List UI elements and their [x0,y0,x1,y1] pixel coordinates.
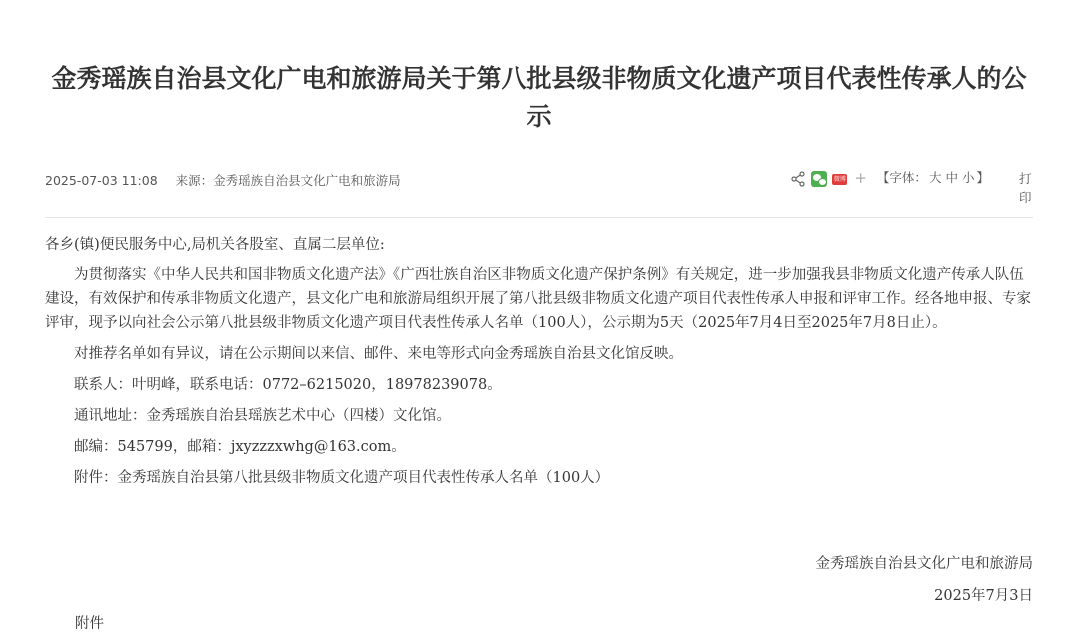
more-share-icon[interactable]: + [854,169,867,187]
article-meta [45,171,401,189]
signature-date: 2025年7月3日 [934,588,1033,604]
font-size-control [877,169,989,187]
font-size-close: 】 [976,170,989,185]
article-body [45,233,1033,490]
body-paragraph: 对推荐名单如有异议，请在公示期间以来信、邮件、来电等形式向金秀瑶族自治县文化馆反映。 [74,346,683,362]
share-icon[interactable] [791,171,805,187]
font-size-large[interactable]: 大 [928,170,942,185]
mailing-address: 通讯地址：金秀瑶族自治县瑶族艺术中心（四楼）文化馆。 [74,408,451,424]
font-size-small[interactable]: 小 [961,170,975,185]
header-divider [45,217,1033,218]
weibo-share-icon[interactable]: 微博 [833,176,846,183]
article-page [45,0,1033,632]
attachment-heading: 附件 [75,616,104,632]
postcode-email: 邮编：545799，邮箱：jxyzzzxwhg@163.com。 [74,439,406,455]
body-paragraph: 为贯彻落实《中华人民共和国非物质文化遗产法》《广西壮族自治区非物质文化遗产保护条例》有关规定，进一步加强我县非物质文化遗产传承人队伍建设，有效保护和传承非物质文化遗产，县文化广电和旅游局组织开展了第八批县级非物质文化遗产项目代表性传承人申报和评审工作。经各地申报、专家评审，现予以向社会公示第八批县级非物质文化遗产项目代表性传承人名单（100人），公示期为5天（2025年7月4日至2025年7月8日止）。 [45,267,1031,331]
source-value: 金秀瑶族自治县文化广电和旅游局 [213,173,401,188]
publish-datetime: 2025-07-03 11:08 [45,173,158,188]
font-size-medium[interactable]: 中 [945,170,958,185]
source-label: 来源： [175,173,214,188]
signature-organization: 金秀瑶族自治县文化广电和旅游局 [815,556,1033,572]
print-button[interactable]: 打印 [1019,171,1032,205]
article-title: 金秀瑶族自治县文化广电和旅游局关于第八批县级非物质文化遗产项目代表性传承人的公示 [51,64,1027,131]
article-toolbar [791,169,1033,209]
attachment-line: 附件：金秀瑶族自治县第八批县级非物质文化遗产项目代表性传承人名单（100人） [74,470,610,486]
wechat-share-icon[interactable] [811,171,827,187]
font-size-label: 【字体： [876,170,927,185]
contact-person: 联系人：叶明峰，联系电话：0772–6215020，18978239078。 [74,377,502,393]
salutation: 各乡(镇)便民服务中心,局机关各股室、直属二层单位: [45,237,385,253]
